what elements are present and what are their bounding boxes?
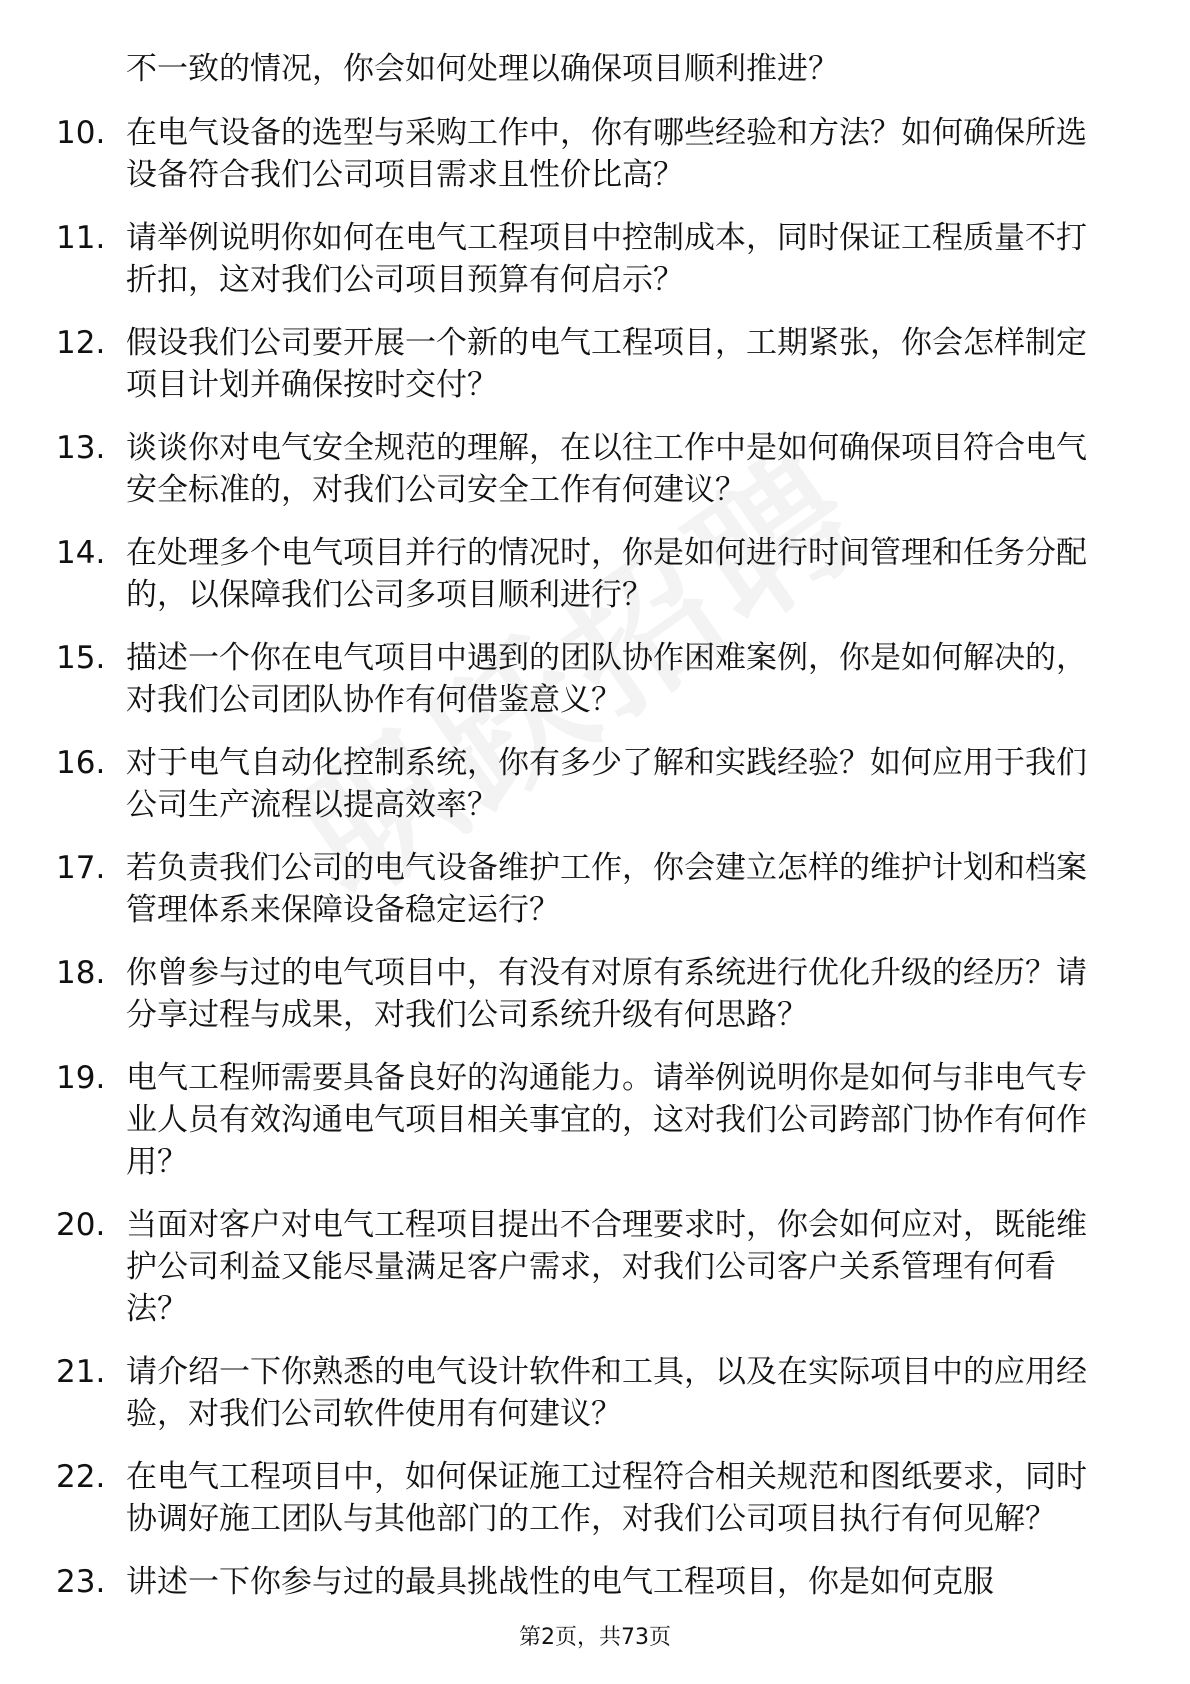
question-number: 10.	[56, 115, 106, 151]
question-text: 对于电气自动化控制系统，你有多少了解和实践经验？如何应用于我们公司生产流程以提高效率？	[126, 745, 1087, 823]
question-number: 20.	[56, 1207, 106, 1243]
question-item	[0, 1351, 1190, 1435]
question-number: 21.	[56, 1354, 106, 1390]
question-item	[0, 532, 1190, 616]
question-item	[0, 1057, 1190, 1183]
question-text: 当面对客户对电气工程项目提出不合理要求时，你会如何应对，既能维护公司利益又能尽量满足客户需求，对我们公司客户关系管理有何看法？	[126, 1207, 1087, 1327]
question-item	[0, 112, 1190, 196]
question-text: 在电气工程项目中，如何保证施工过程符合相关规范和图纸要求，同时协调好施工团队与其他部门的工作，对我们公司项目执行有何见解？	[126, 1459, 1087, 1537]
question-text: 请介绍一下你熟悉的电气设计软件和工具，以及在实际项目中的应用经验，对我们公司软件使用有何建议？	[126, 1354, 1087, 1432]
question-number: 12.	[56, 325, 106, 361]
question-text: 谈谈你对电气安全规范的理解，在以往工作中是如何确保项目符合电气安全标准的，对我们公司安全工作有何建议？	[126, 430, 1087, 508]
question-number: 16.	[56, 745, 106, 781]
question-text: 若负责我们公司的电气设备维护工作，你会建立怎样的维护计划和档案管理体系来保障设备稳定运行？	[126, 850, 1087, 928]
question-item	[0, 217, 1190, 301]
question-item	[0, 1204, 1190, 1330]
question-number: 19.	[56, 1060, 106, 1096]
question-number: 13.	[56, 430, 106, 466]
page-footer: 第2页，共73页	[519, 1625, 671, 1650]
question-list	[0, 112, 1190, 1624]
question-item	[0, 637, 1190, 721]
question-number: 18.	[56, 955, 106, 991]
question-text: 描述一个你在电气项目中遇到的团队协作困难案例，你是如何解决的，对我们公司团队协作有何借鉴意义？	[126, 640, 1087, 718]
question-number: 22.	[56, 1459, 106, 1495]
question-item	[0, 427, 1190, 511]
question-item	[0, 1456, 1190, 1540]
question-number: 17.	[56, 850, 106, 886]
question-item	[0, 742, 1190, 826]
question-number: 11.	[56, 220, 106, 256]
question-item	[0, 1561, 1190, 1603]
question-number: 14.	[56, 535, 106, 571]
question-text: 你曾参与过的电气项目中，有没有对原有系统进行优化升级的经历？请分享过程与成果，对我们公司系统升级有何思路？	[126, 955, 1087, 1033]
question-text: 在电气设备的选型与采购工作中，你有哪些经验和方法？如何确保所选设备符合我们公司项目需求且性价比高？	[126, 115, 1087, 193]
question-9-continuation: 不一致的情况，你会如何处理以确保项目顺利推进？	[126, 51, 839, 87]
question-item	[0, 952, 1190, 1036]
question-number: 15.	[56, 640, 106, 676]
question-number: 23.	[56, 1564, 106, 1600]
question-item	[0, 322, 1190, 406]
question-text: 电气工程师需要具备良好的沟通能力。请举例说明你是如何与非电气专业人员有效沟通电气项目相关事宜的，这对我们公司跨部门协作有何作用？	[126, 1060, 1087, 1180]
question-item	[0, 847, 1190, 931]
question-text: 在处理多个电气项目并行的情况时，你是如何进行时间管理和任务分配的，以保障我们公司多项目顺利进行？	[126, 535, 1087, 613]
question-text: 讲述一下你参与过的最具挑战性的电气工程项目，你是如何克服	[126, 1564, 994, 1600]
question-text: 请举例说明你如何在电气工程项目中控制成本，同时保证工程质量不打折扣，这对我们公司项目预算有何启示？	[126, 220, 1087, 298]
question-text: 假设我们公司要开展一个新的电气工程项目，工期紧张，你会怎样制定项目计划并确保按时交付？	[126, 325, 1087, 403]
